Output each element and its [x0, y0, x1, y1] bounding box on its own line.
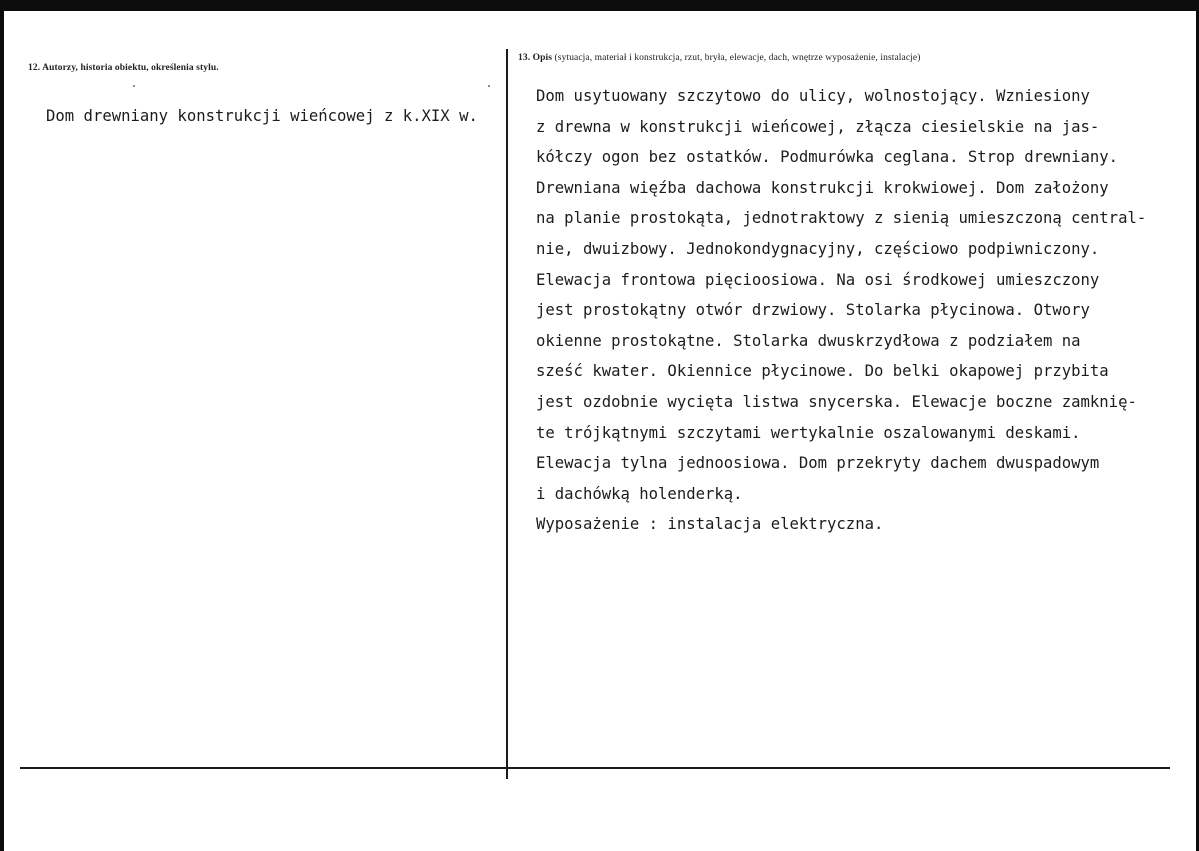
description-line: Dom usytuowany szczytowo do ulicy, wolnostojący. Wzniesiony	[536, 87, 1090, 105]
record-card	[4, 11, 1196, 851]
ink-speck	[133, 85, 135, 87]
description-line: Elewacja tylna jednoosiowa. Dom przekryty dachem dwuspadowym	[536, 454, 1100, 473]
field-13-label	[518, 53, 921, 63]
field-13-description	[536, 81, 1146, 540]
bottom-rule	[20, 767, 1170, 769]
column-divider	[506, 49, 508, 779]
description-line: z drewna w konstrukcji wieńcowej, złącza ciesielskie na jas-	[536, 117, 1100, 136]
description-line: kółczy ogon bez ostatków. Podmurówka ceglana. Strop drewniany.	[536, 148, 1119, 167]
description-line: okienne prostokątne. Stolarka dwuskrzydłowa z podziałem na	[536, 331, 1081, 350]
description-line: na planie prostokąta, jednotraktowy z sienią umieszczoną central-	[536, 209, 1147, 228]
description-line: sześć kwater. Okiennice płycinowe. Do belki okapowej przybita	[536, 362, 1109, 381]
ink-speck	[488, 85, 490, 87]
description-line: te trójkątnymi szczytami wertykalnie oszalowanymi deskami.	[536, 423, 1081, 442]
description-line: jest prostokątny otwór drzwiowy. Stolarka płycinowa. Otwory	[536, 301, 1090, 320]
description-line: i dachówką holenderką.	[536, 484, 743, 503]
field-13-label-detail: (sytuacja, materiał i konstrukcja, rzut, bryła, elewacje, dach, wnętrze wyposażenie, instalacje)	[554, 53, 921, 63]
description-line: Wyposażenie : instalacja elektryczna.	[536, 515, 884, 534]
description-line: nie, dwuizbowy. Jednokondygnacyjny, częściowo podpiwniczony.	[536, 239, 1100, 258]
description-line: jest ozdobnie wycięta listwa snycerska. Elewacje boczne zamknię-	[536, 392, 1137, 411]
description-line: Elewacja frontowa pięcioosiowa. Na osi środkowej umieszczony	[536, 270, 1100, 289]
description-line: Drewniana więźba dachowa konstrukcji krokwiowej. Dom założony	[536, 178, 1109, 197]
field-13-label-title: 13. Opis	[518, 53, 553, 63]
field-12-text: Dom drewniany konstrukcji wieńcowej z k.XIX w.	[46, 107, 478, 125]
field-12-label: 12. Autorzy, historia obiektu, określenia stylu.	[28, 63, 219, 73]
